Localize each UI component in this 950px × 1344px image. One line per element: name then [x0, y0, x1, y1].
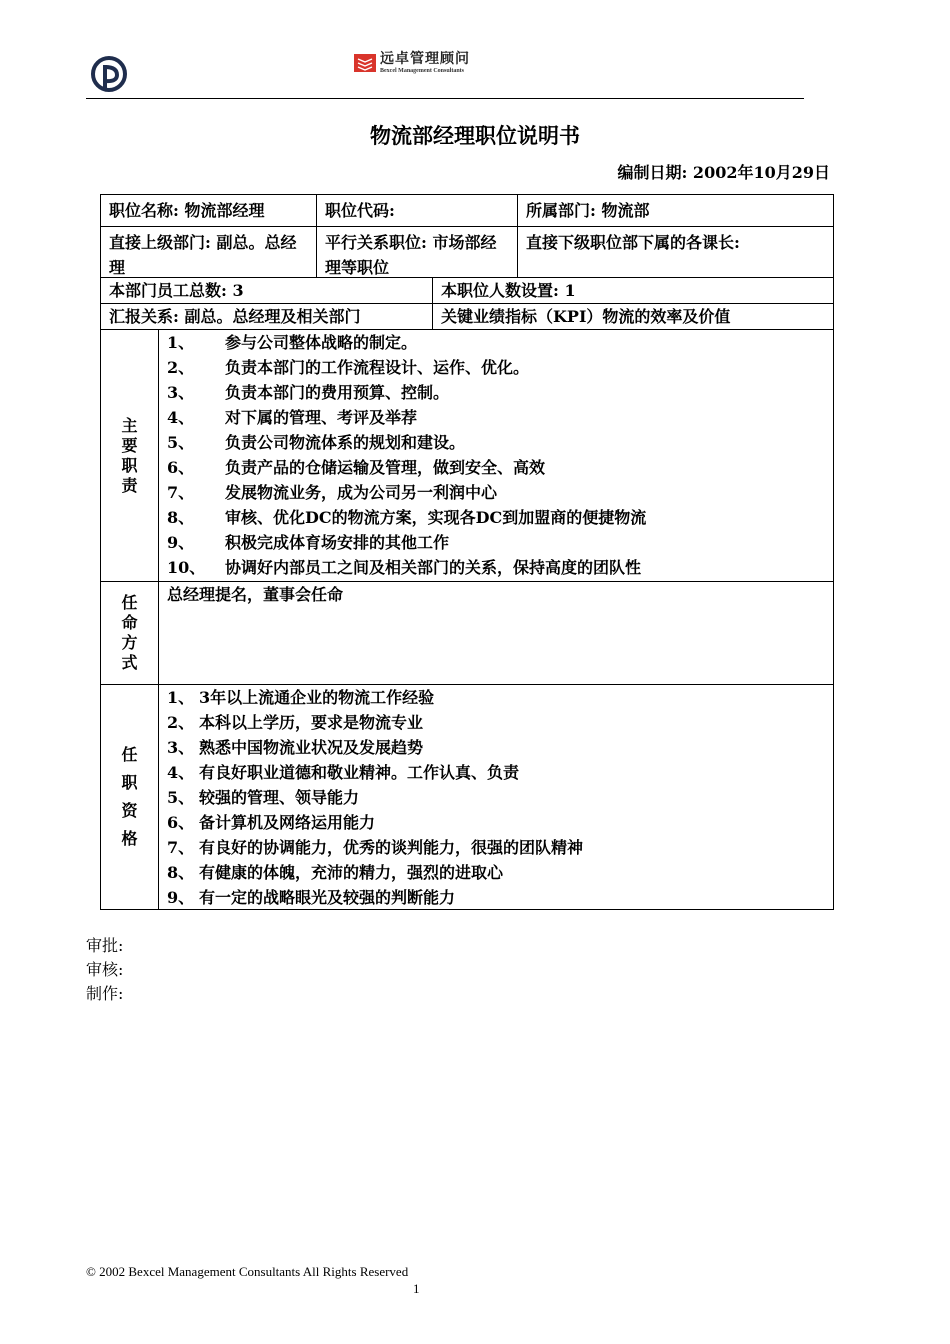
item-number: 6、 [167, 813, 195, 832]
item-text: 有良好职业道德和敬业精神。工作认真、负责 [199, 763, 520, 782]
item-text: 备计算机及网络运用能力 [199, 813, 376, 832]
position-name-cell: 职位名称: 物流部经理 [101, 194, 317, 226]
appointment-label [101, 581, 159, 684]
list-item [167, 455, 825, 480]
item-number: 8、 [167, 863, 195, 882]
item-text: 负责公司物流体系的规划和建设。 [225, 433, 466, 452]
item-text: 负责本部门的工作流程设计、运作、优化。 [225, 358, 530, 377]
company-logo-icon [90, 55, 128, 93]
list-item [167, 710, 825, 735]
position-count-cell: 本职位人数设置: 1 [433, 277, 834, 303]
item-text: 有健康的体魄，充沛的精力，强烈的进取心 [199, 863, 504, 882]
brand-book-icon [354, 52, 376, 74]
list-item [167, 430, 825, 455]
item-text: 3年以上流通企业的物流工作经验 [199, 688, 435, 707]
appointment-label-char: 式 [121, 653, 138, 672]
list-item [167, 735, 825, 760]
item-number: 1、 [167, 688, 195, 707]
document-title: 物流部经理职位说明书 [370, 123, 580, 148]
item-text: 有良好的协调能力，优秀的谈判能力，很强的团队精神 [199, 838, 584, 857]
appointment-section [100, 581, 834, 684]
item-number: 8、 [167, 508, 195, 527]
brand-name-en: Bexcel Management Consultants [380, 68, 464, 74]
table-row-relations [100, 226, 834, 277]
item-number: 2、 [167, 713, 195, 732]
subordinate-cell: 直接下级职位部下属的各课长: [518, 226, 834, 277]
table-row-headcount [100, 277, 834, 303]
item-text: 对下属的管理、考评及举荐 [225, 408, 418, 427]
review-label: 审核: [86, 960, 124, 979]
superior-cell: 直接上级部门: 副总。总经理 [101, 226, 317, 277]
list-item [167, 405, 825, 430]
approval-label: 审批: [86, 936, 124, 955]
table-row-basic [100, 194, 834, 226]
list-item [167, 835, 825, 860]
appointment-text: 总经理提名，董事会任命 [159, 581, 834, 684]
duties-section [100, 329, 834, 581]
list-item [167, 810, 825, 835]
page-number: 1 [413, 1281, 420, 1296]
qualifications-label-char: 职 [121, 773, 138, 792]
brand-logo [354, 50, 470, 76]
position-code-cell: 职位代码: [317, 194, 518, 226]
list-item [167, 885, 825, 910]
staff-total-cell: 本部门员工总数: 3 [101, 277, 433, 303]
parallel-position-cell: 平行关系职位: 市场部经理等职位 [317, 226, 518, 277]
reporting-cell: 汇报关系: 副总。总经理及相关部门 [101, 303, 433, 329]
item-text: 负责产品的仓储运输及管理，做到安全、高效 [225, 458, 546, 477]
item-text: 本科以上学历，要求是物流专业 [199, 713, 424, 732]
copyright-footer: © 2002 Bexcel Management Consultants All Rights Reserved [86, 1264, 409, 1279]
item-number: 6、 [167, 458, 195, 477]
list-item [167, 355, 825, 380]
item-text: 负责本部门的费用预算、控制。 [225, 383, 450, 402]
qualifications-label-char: 任 [121, 745, 138, 764]
list-item [167, 380, 825, 405]
item-number: 7、 [167, 838, 195, 857]
item-number: 2、 [167, 358, 195, 377]
duties-label-char: 要 [121, 435, 138, 455]
duties-label-char: 主 [121, 415, 138, 435]
table-row-reporting [100, 303, 834, 329]
item-number: 5、 [167, 433, 195, 452]
appointment-label-char: 方 [121, 633, 138, 652]
author-label: 制作: [86, 984, 124, 1003]
item-number: 7、 [167, 483, 195, 502]
item-number: 3、 [167, 738, 195, 757]
item-number: 4、 [167, 763, 195, 782]
brand-name-cn: 远卓管理顾问 [380, 51, 470, 67]
item-number: 10、 [167, 558, 206, 577]
qualifications-label-char: 格 [121, 829, 138, 848]
qualifications-label-char: 资 [121, 801, 138, 820]
list-item [167, 480, 825, 505]
list-item [167, 785, 825, 810]
appointment-label-char: 任 [121, 593, 138, 612]
position-table [100, 194, 834, 910]
list-item [167, 330, 825, 355]
item-number: 3、 [167, 383, 195, 402]
list-item [167, 860, 825, 885]
duties-label-char: 职 [121, 455, 138, 475]
item-number: 9、 [167, 533, 195, 552]
item-text: 审核、优化DC的物流方案，实现各DC到加盟商的便捷物流 [225, 508, 647, 527]
list-item [167, 760, 825, 785]
item-text: 积极完成体育场安排的其他工作 [225, 533, 450, 552]
item-text: 有一定的战略眼光及较强的判断能力 [199, 888, 456, 907]
item-text: 熟悉中国物流业状况及发展趋势 [199, 738, 424, 757]
qualifications-section [100, 684, 834, 910]
item-number: 5、 [167, 788, 195, 807]
duties-label [101, 329, 159, 581]
kpi-cell: 关键业绩指标（KPI）物流的效率及价值 [433, 303, 834, 329]
item-number: 9、 [167, 888, 195, 907]
list-item [167, 555, 825, 580]
item-text: 参与公司整体战略的制定。 [225, 333, 418, 352]
duties-list [159, 329, 834, 581]
duties-label-char: 责 [121, 475, 138, 495]
item-text: 协调好内部员工之间及相关部门的关系，保持高度的团队性 [225, 558, 642, 577]
item-text: 较强的管理、领导能力 [199, 788, 360, 807]
item-number: 4、 [167, 408, 195, 427]
item-text: 发展物流业务，成为公司另一利润中心 [225, 483, 498, 502]
department-cell: 所属部门: 物流部 [518, 194, 834, 226]
list-item [167, 505, 825, 530]
list-item [167, 530, 825, 555]
qualifications-label [101, 684, 159, 909]
appointment-label-char: 命 [121, 613, 138, 632]
list-item [167, 685, 825, 710]
item-number: 1、 [167, 333, 195, 352]
compile-date: 编制日期: 2002年10月29日 [617, 163, 830, 182]
qualifications-list [159, 684, 834, 909]
header-divider [86, 98, 804, 99]
